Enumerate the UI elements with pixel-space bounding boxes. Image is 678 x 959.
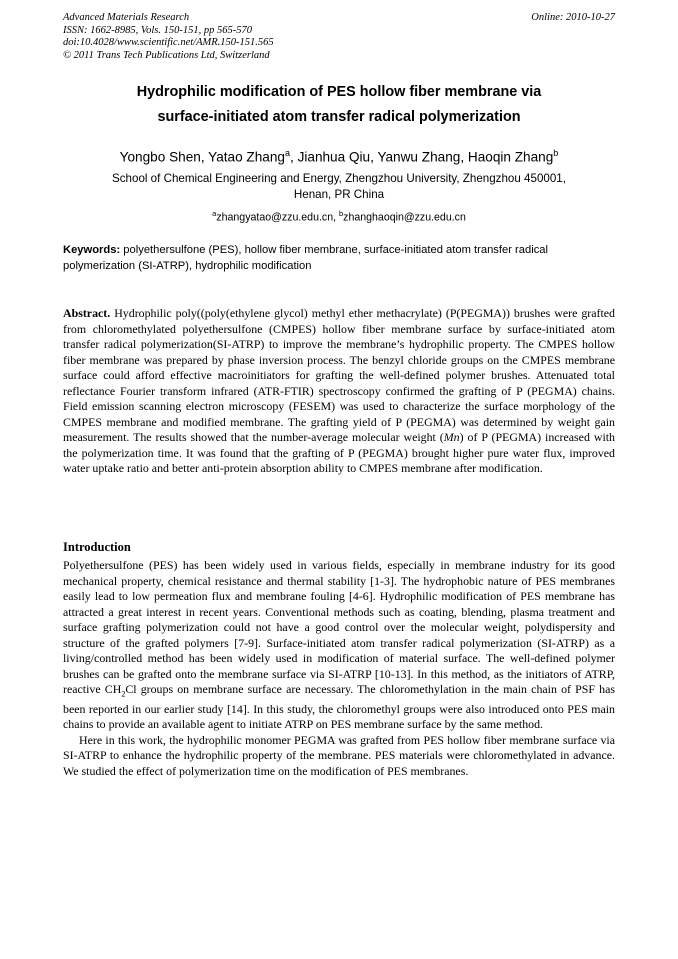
keywords-label: Keywords:: [63, 244, 121, 256]
intro-p1-part-a: Polyethersulfone (PES) has been widely used in various fields, especially in membrane industry for its good mechanical property, chemical resistance and thermal stability [1-3]. The hydrophobic nature of PES membranes easily lead to low permeation flux and membrane fouling [4-6]. Hydrophilic modification of PES membrane has attracted a great interest in recent years. Conventional methods such as coating, blending, plasma treatment and surface grafting polymerization could not have a good control over the molecular weight, polydispersity and structure of the grafted polymers [7-9]. Surface-initiated atom transfer radical polymerization (SI-ATRP) as a living/controlled method has been widely used in modification of material surface. The well-defined polymer brushes can be grafted onto the membrane surface via SI-ATRP [10-13]. In this method, as the initiators of ATRP, reactive CH: [63, 558, 615, 696]
intro-p1-part-b: Cl groups on membrane surface are necessary. The chloromethylation in the main chain of PSF has been reported in our earlier study [14]. In this study, the chloromethyl groups were also introduced onto PES main chains to provide an available agent to initiate ATRP on PES membrane surface by the same method.: [63, 682, 615, 732]
title-line-1: Hydrophilic modification of PES hollow fiber membrane via: [136, 84, 542, 100]
author-2-affil-mark: a: [284, 148, 290, 158]
author-5: Haoqin Zhang: [467, 149, 554, 165]
affiliation-line-1: School of Chemical Engineering and Energy, Zhengzhou University, Zhengzhou 450001,: [112, 172, 566, 185]
email-b[interactable]: zhanghaoqin@zzu.edu.cn: [343, 211, 466, 224]
affiliation-line-2: Henan, PR China: [293, 187, 385, 201]
author-4: Yanwu Zhang: [377, 149, 461, 165]
introduction-heading: Introduction: [63, 540, 131, 554]
intro-p1-subscript: 2: [121, 689, 126, 699]
doi-line: doi:10.4028/www.scientific.net/AMR.150-151.565: [63, 37, 274, 48]
copyright-line: © 2011 Trans Tech Publications Ltd, Switzerland: [63, 49, 270, 61]
affiliation: [63, 171, 615, 202]
abstract-block: [63, 306, 615, 477]
journal-header: [63, 12, 615, 62]
abstract-text-1: Hydrophilic poly((poly(ethylene glycol) methyl ether methacrylate) (P(PEGMA)) brushes were grafted from chloromethylated polyethersulfone (CMPES) hollow fiber membrane surface by surface-initiated atom transfer radical polymerization(SI-ATRP) to improve the membrane’s hydrophilic property. The CMPES hollow fiber membrane was prepared by phase inversion process. The benzyl chloride groups on the CMPES membrane surface could afford effective macroinitiators for grafting the well-defined polymer brushes. Attenuated total reflectance Fourier transform infrared (ATR-FTIR) spectroscopy confirmed the grafting of P (PEGMA) chains. Field emission scanning electron microscopy (FESEM) was used to characterize the surface morphology of the CMPES membrane and modified membrane. The grafting yield of P (PEGMA) was determined by weight gain measurement. The results showed that the number-average molecular weight (: [63, 306, 615, 444]
intro-paragraph-1: [63, 558, 615, 733]
email-line: $^a$zhangyatao@zzu.edu.cn, $^b$zhanghaoqin@zzu.edu.cn: [212, 209, 466, 224]
email-a[interactable]: zhangyatao@zzu.edu.cn: [216, 211, 334, 224]
abstract-label: Abstract.: [63, 306, 111, 320]
keywords-text: polyethersulfone (PES), hollow fiber membrane, surface-initiated atom transfer radical polymerization (SI-ATRP), hydrophilic modification: [63, 244, 549, 272]
author-5-affil-mark: b: [553, 148, 559, 158]
title-line-2: surface-initiated atom transfer radical polymerization: [157, 109, 521, 125]
intro-paragraph-2: Here in this work, the hydrophilic monomer PEGMA was grafted from PES hollow fiber membrane surface via SI-ATRP to enhance the hydrophilic property of the membrane. PES materials were chloromethylated in advance. We studied the effect of polymerization time on the modification of PES membranes.: [63, 732, 615, 778]
author-3: Jianhua Qiu: [297, 149, 371, 165]
author-list: Yongbo Shen, Yatao Zhang$^a$, Jianhua Qiu, Yanwu Zhang, Haoqin Zhang$^b$: [119, 148, 559, 165]
issn-line: ISSN: 1662-8985, Vols. 150-151, pp 565-570: [63, 24, 252, 36]
paper-title: [63, 80, 615, 130]
keywords-block: [63, 242, 615, 274]
abstract-text-2: ) of P (PEGMA) increased with the polymerization time. It was found that the grafting of P (PEGMA) brought higher pure water flux, improved water uptake ratio and better anti-protein absorption ability to CMPES membrane after modification.: [63, 430, 615, 475]
email-a-mark: a: [212, 209, 217, 218]
journal-name: Advanced Materials Research: [63, 12, 190, 23]
email-b-mark: b: [339, 209, 344, 218]
online-date: Online: 2010-10-27: [531, 12, 615, 23]
author-2: Yatao Zhang: [208, 149, 285, 165]
introduction-body: [63, 558, 615, 779]
abstract-mn: Mn: [443, 430, 460, 444]
author-1: Yongbo Shen: [119, 149, 201, 165]
